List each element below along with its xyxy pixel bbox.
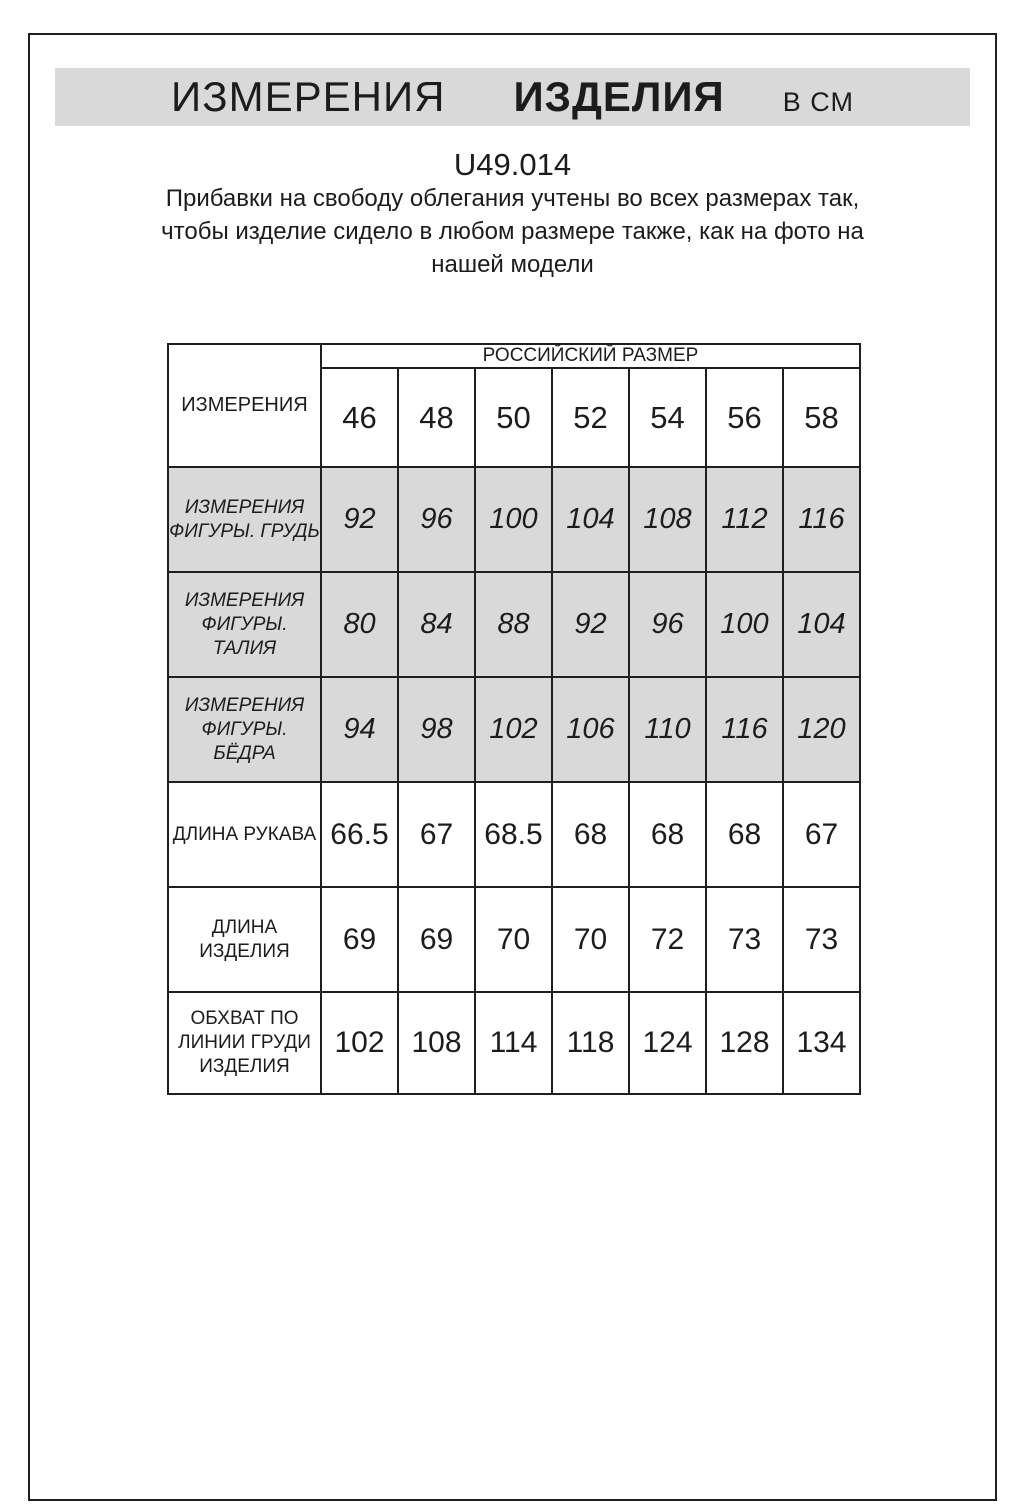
- corner-label-cell: ИЗМЕРЕНИЯ: [168, 344, 321, 467]
- cell-sleeve-54: 68: [629, 782, 706, 887]
- cell-length-58: 73: [783, 887, 860, 992]
- size-header-48: 48: [398, 368, 475, 467]
- size-header-50: 50: [475, 368, 552, 467]
- cell-hips-50: 102: [475, 677, 552, 782]
- cell-waist-52: 92: [552, 572, 629, 677]
- table-row-chest: [168, 467, 860, 572]
- row-label-chest-girth: ОБХВАТ ПО ЛИНИИ ГРУДИ ИЗДЕЛИЯ: [168, 992, 321, 1094]
- fit-note-line-1: Прибавки на свободу облегания учтены во всех размерах так,: [165, 185, 860, 212]
- fit-note: [30, 182, 995, 281]
- title-bar: [55, 68, 970, 126]
- cell-girth-52: 118: [552, 992, 629, 1094]
- table-row-sleeve-length: [168, 782, 860, 887]
- cell-hips-56: 116: [706, 677, 783, 782]
- group-header-row: [168, 344, 860, 368]
- size-header-46: 46: [321, 368, 398, 467]
- cell-girth-54: 124: [629, 992, 706, 1094]
- cell-hips-54: 110: [629, 677, 706, 782]
- cell-girth-58: 134: [783, 992, 860, 1094]
- cell-girth-48: 108: [398, 992, 475, 1094]
- cell-sleeve-56: 68: [706, 782, 783, 887]
- cell-chest-56: 112: [706, 467, 783, 572]
- group-header-cell: РОССИЙСКИЙ РАЗМЕР: [321, 344, 860, 368]
- size-table: [167, 343, 861, 1095]
- cell-sleeve-58: 67: [783, 782, 860, 887]
- cell-girth-56: 128: [706, 992, 783, 1094]
- cell-waist-50: 88: [475, 572, 552, 677]
- cell-waist-58: 104: [783, 572, 860, 677]
- size-header-52: 52: [552, 368, 629, 467]
- cell-length-48: 69: [398, 887, 475, 992]
- cell-length-50: 70: [475, 887, 552, 992]
- cell-length-46: 69: [321, 887, 398, 992]
- title-product: ИЗДЕЛИЯ: [513, 73, 725, 120]
- row-label-chest: ИЗМЕРЕНИЯ ФИГУРЫ. ГРУДЬ: [168, 467, 321, 572]
- cell-sleeve-50: 68.5: [475, 782, 552, 887]
- size-header-58: 58: [783, 368, 860, 467]
- cell-waist-48: 84: [398, 572, 475, 677]
- table-row-waist: [168, 572, 860, 677]
- cell-waist-56: 100: [706, 572, 783, 677]
- cell-chest-50: 100: [475, 467, 552, 572]
- row-label-hips: ИЗМЕРЕНИЯ ФИГУРЫ. БЁДРА: [168, 677, 321, 782]
- title-measurements: ИЗМЕРЕНИЯ: [171, 73, 446, 120]
- row-label-item-length: ДЛИНА ИЗДЕЛИЯ: [168, 887, 321, 992]
- page-frame: [28, 33, 997, 1501]
- size-header-54: 54: [629, 368, 706, 467]
- cell-chest-48: 96: [398, 467, 475, 572]
- cell-length-54: 72: [629, 887, 706, 992]
- row-label-waist: ИЗМЕРЕНИЯ ФИГУРЫ. ТАЛИЯ: [168, 572, 321, 677]
- table-row-item-length: [168, 887, 860, 992]
- fit-note-line-2: чтобы изделие сидело в любом размере также, как на фото на: [161, 218, 864, 245]
- cell-sleeve-46: 66.5: [321, 782, 398, 887]
- cell-length-52: 70: [552, 887, 629, 992]
- fit-note-line-3: нашей модели: [431, 251, 594, 278]
- cell-length-56: 73: [706, 887, 783, 992]
- table-row-chest-girth: [168, 992, 860, 1094]
- title-unit: В СМ: [782, 87, 854, 117]
- cell-hips-46: 94: [321, 677, 398, 782]
- row-label-sleeve-length: ДЛИНА РУКАВА: [168, 782, 321, 887]
- cell-sleeve-52: 68: [552, 782, 629, 887]
- cell-waist-54: 96: [629, 572, 706, 677]
- cell-chest-54: 108: [629, 467, 706, 572]
- size-header-56: 56: [706, 368, 783, 467]
- cell-hips-58: 120: [783, 677, 860, 782]
- cell-sleeve-48: 67: [398, 782, 475, 887]
- table-row-hips: [168, 677, 860, 782]
- product-code: U49.014: [453, 147, 572, 182]
- cell-hips-52: 106: [552, 677, 629, 782]
- cell-chest-58: 116: [783, 467, 860, 572]
- cell-girth-46: 102: [321, 992, 398, 1094]
- cell-chest-46: 92: [321, 467, 398, 572]
- cell-girth-50: 114: [475, 992, 552, 1094]
- cell-waist-46: 80: [321, 572, 398, 677]
- cell-chest-52: 104: [552, 467, 629, 572]
- cell-hips-48: 98: [398, 677, 475, 782]
